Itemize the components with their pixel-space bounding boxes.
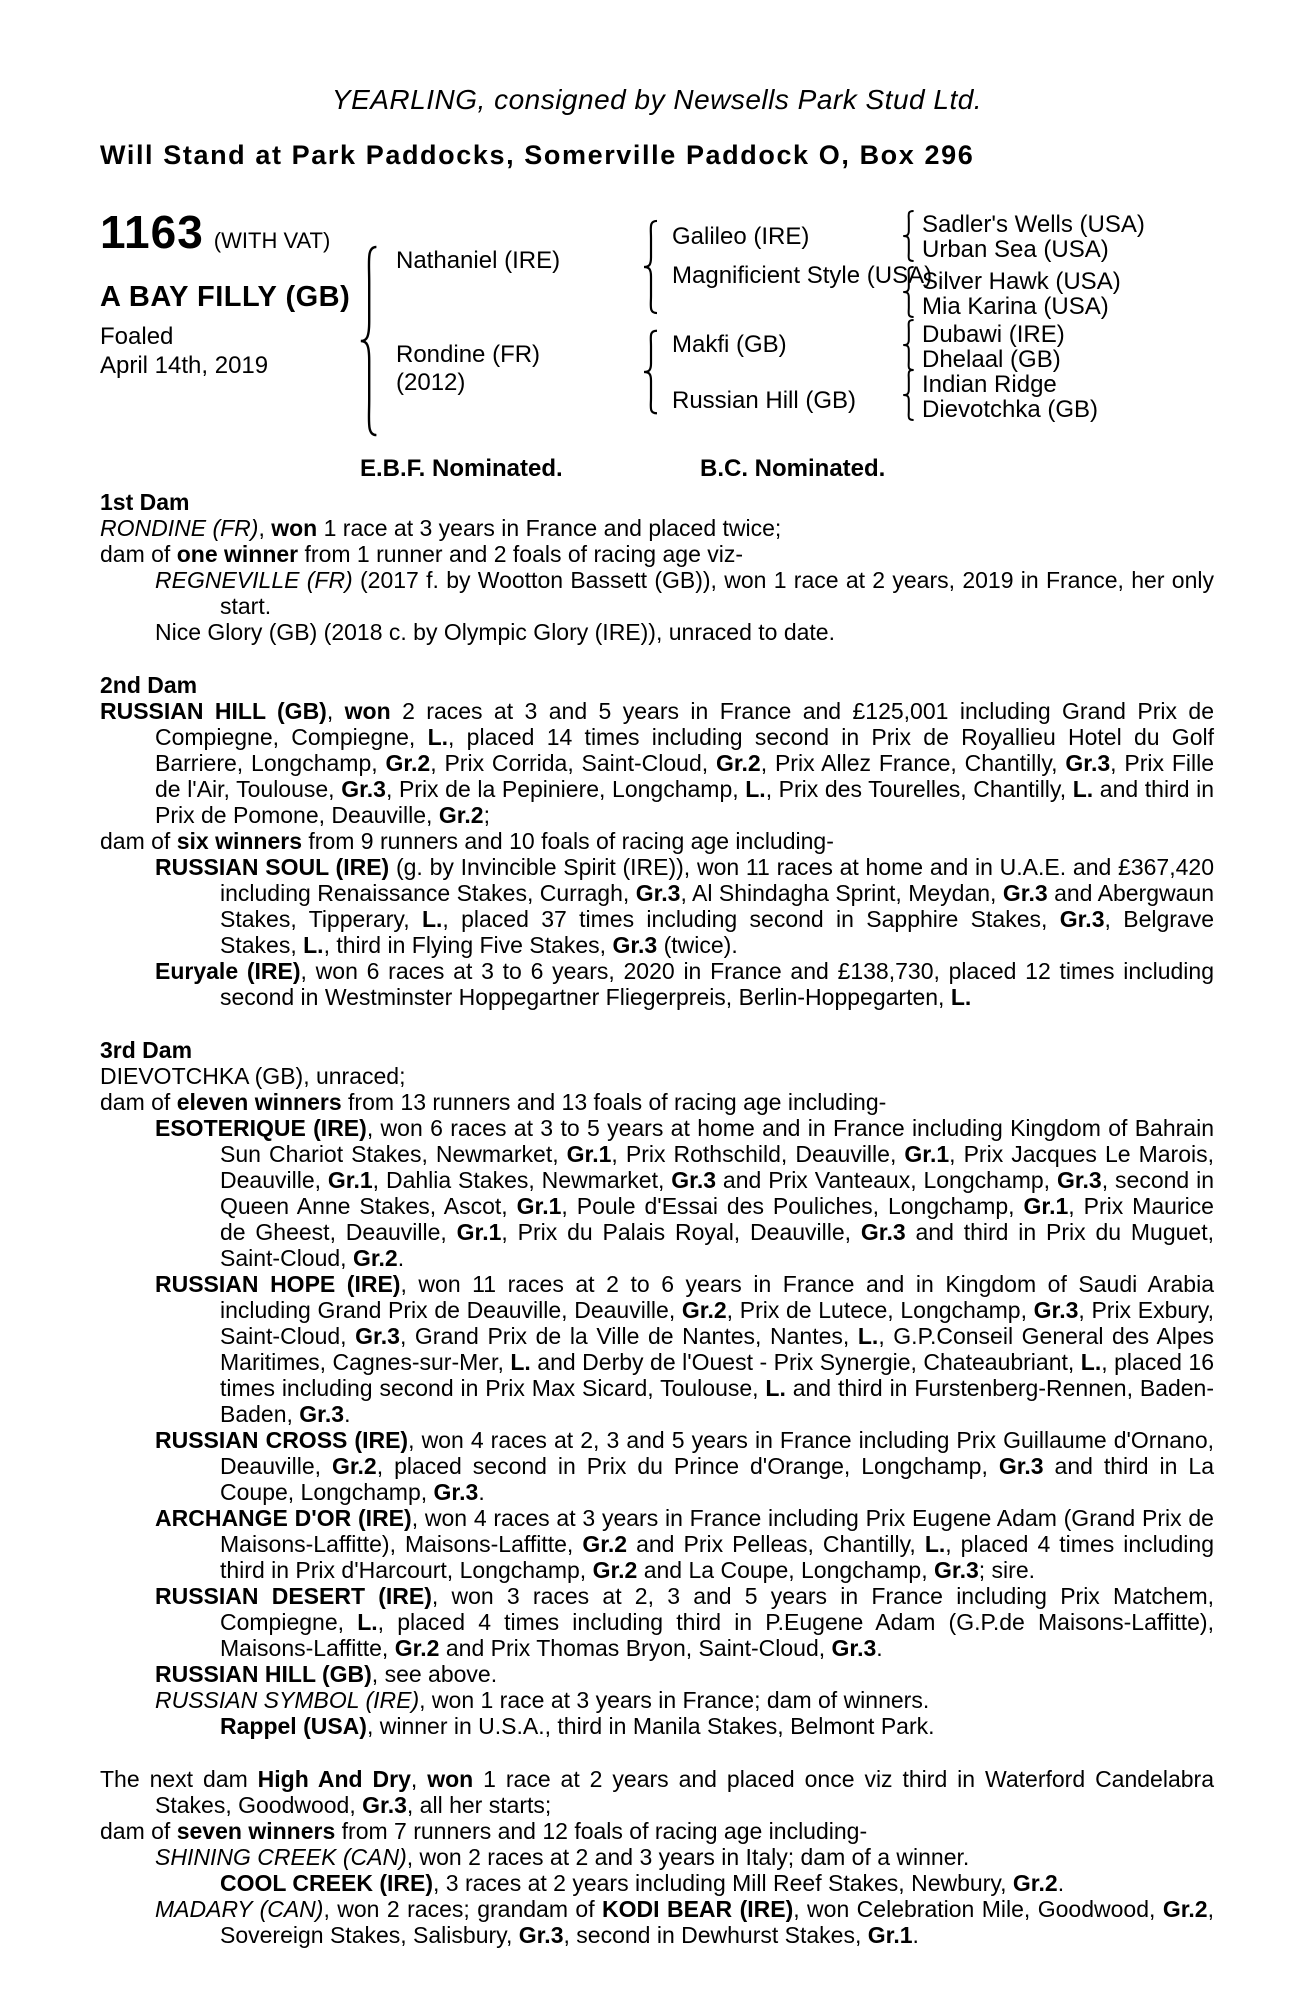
progeny-paragraph: REGNEVILLE (FR) (2017 f. by Wootton Bassett (GB)), won 1 race at 2 years, 2019 in France, her only start. [155, 567, 1214, 619]
dam-paragraph: dam of six winners from 9 runners and 10 foals of racing age including- [100, 828, 834, 854]
lot-line [100, 205, 330, 259]
dam-paragraph: dam of one winner from 1 runner and 2 foals of racing age viz- [100, 541, 744, 567]
section-heading: 3rd Dam [100, 1037, 193, 1063]
pedigree-gen3-name: Sadler's Wells (USA) [922, 211, 1145, 238]
dam-paragraph: RUSSIAN HILL (GB), won 2 races at 3 and 5 years in France and £125,001 including Grand Prix de Compiegne, Compiegne, L., placed 14 times including second in Prix de Royallieu Hotel du Golf Barriere, Longchamp, Gr.2, Prix Corrida, Saint-Cloud, Gr.2, Prix Allez France, Chantilly, Gr.3, Prix Fille de l'Air, Toulouse, Gr.3, Prix de la Pepiniere, Longchamp, L., Prix des Tourelles, Chantilly, L. and third in Prix de Pomone, Deauville, Gr.2; [100, 698, 1215, 828]
ebf-nomination: E.B.F. Nominated. [360, 455, 563, 482]
pedigree-dam: Rondine (FR) (2012) [396, 341, 541, 396]
foaled-date: April 14th, 2019 [100, 352, 269, 379]
pedigree-brace-g3-1 [900, 210, 916, 262]
section-heading: 2nd Dam [100, 672, 198, 698]
progeny-paragraph: RUSSIAN SOUL (IRE) (g. by Invincible Spirit (IRE)), won 11 races at home and in U.A.E. and £367,420 including Renaissance Stakes, Curragh, Gr.3, Al Shindagha Sprint, Meydan, Gr.3 and Abergwaun Stakes, Tipperary, L., placed 37 times including second in Sapphire Stakes, Gr.3, Belgrave Stakes, L., third in Flying Five Stakes, Gr.3 (twice). [155, 854, 1215, 958]
pedigree-gen3-name: Dievotchka (GB) [922, 396, 1099, 423]
pedigree-brace-g3-2 [900, 266, 916, 318]
section-1st-dam [100, 489, 1214, 645]
pedigree-sire-sire: Galileo (IRE) [672, 223, 810, 250]
progeny-paragraph: Nice Glory (GB) (2018 c. by Olympic Glory (IRE)), unraced to date. [155, 619, 835, 645]
pedigree-brace-g3-4 [900, 369, 916, 421]
section-next-dam [100, 1766, 1214, 1948]
lot-number: 1163 [100, 206, 204, 258]
pedigree-gen3-name: Silver Hawk (USA) [922, 268, 1121, 295]
grand-progeny-paragraph: Rappel (USA), winner in U.S.A., third in Manila Stakes, Belmont Park. [220, 1713, 935, 1739]
pedigree-brace-gen1 [356, 243, 380, 439]
section-2nd-dam [100, 672, 1214, 1010]
foaled-label: Foaled [100, 323, 174, 350]
dam-paragraph: dam of seven winners from 7 runners and 12 foals of racing age including- [100, 1818, 868, 1844]
pedigree-dam-dam: Russian Hill (GB) [672, 387, 857, 414]
progeny-paragraph: RUSSIAN DESERT (IRE), won 3 races at 2, 3 and 5 years in France including Prix Matchem, Compiegne, L., placed 4 times including third in P.Eugene Adam (G.P.de Maisons-Laffitte), Maisons-Laffitte, Gr.2 and Prix Thomas Bryon, Saint-Cloud, Gr.3. [155, 1583, 1214, 1661]
dam-paragraph: RONDINE (FR), won 1 race at 3 years in France and placed twice; [100, 515, 782, 541]
progeny-paragraph: ESOTERIQUE (IRE), won 6 races at 3 to 5 years at home and in France including Kingdom of Bahrain Sun Chariot Stakes, Newmarket, Gr.1, Prix Rothschild, Deauville, Gr.1, Prix Jacques Le Marois, Deauville, Gr.1, Dahlia Stakes, Newmarket, Gr.3 and Prix Vanteaux, Longchamp, Gr.3, second in Queen Anne Stakes, Ascot, Gr.1, Poule d'Essai des Pouliches, Longchamp, Gr.1, Prix Maurice de Gheest, Deauville, Gr.1, Prix du Palais Royal, Deauville, Gr.3 and third in Prix du Muguet, Saint-Cloud, Gr.2. [155, 1115, 1214, 1271]
pedigree-dam-sire: Makfi (GB) [672, 331, 787, 358]
pedigree-sire: Nathaniel (IRE) [396, 247, 561, 274]
pedigree-brace-sire [640, 219, 660, 315]
horse-name: A BAY FILLY (GB) [100, 281, 351, 313]
pedigree-brace-g3-3 [900, 319, 916, 371]
pedigree-gen3-name: Indian Ridge [922, 371, 1057, 398]
consignment-title: YEARLING, consigned by Newsells Park Stud Ltd. [331, 84, 983, 115]
section-heading: 1st Dam [100, 489, 190, 515]
progeny-paragraph: RUSSIAN HOPE (IRE), won 11 races at 2 to 6 years in France and in Kingdom of Saudi Arabia including Grand Prix de Deauville, Deauville, Gr.2, Prix de Lutece, Longchamp, Gr.3, Prix Exbury, Saint-Cloud, Gr.3, Grand Prix de la Ville de Nantes, Nantes, L., G.P.Conseil General des Alpes Maritimes, Cagnes-sur-Mer, L. and Derby de l'Ouest - Prix Synergie, Chateaubriant, L., placed 16 times including second in Prix Max Sicard, Toulouse, L. and third in Furstenberg-Rennen, Baden-Baden, Gr.3. [155, 1271, 1215, 1427]
progeny-paragraph: MADARY (CAN), won 2 races; grandam of KODI BEAR (IRE), won Celebration Mile, Goodwood, Gr.2, Sovereign Stakes, Salisbury, Gr.3, second in Dewhurst Stakes, Gr.1. [155, 1896, 1214, 1948]
grand-progeny-paragraph: COOL CREEK (IRE), 3 races at 2 years including Mill Reef Stakes, Newbury, Gr.2. [220, 1870, 1065, 1896]
section-3rd-dam [100, 1037, 1214, 1739]
progeny-paragraph: RUSSIAN CROSS (IRE), won 4 races at 2, 3 and 5 years in France including Prix Guillaume d'Ornano, Deauville, Gr.2, placed second in Prix du Prince d'Orange, Longchamp, Gr.3 and third in La Coupe, Longchamp, Gr.3. [155, 1427, 1215, 1505]
vat-note: (WITH VAT) [213, 228, 331, 253]
progeny-paragraph: ARCHANGE D'OR (IRE), won 4 races at 3 years in France including Prix Eugene Adam (Grand Prix de Maisons-Laffitte), Maisons-Laffitte, Gr.2 and Prix Pelleas, Chantilly, L., placed 4 times including third in Prix d'Harcourt, Longchamp, Gr.2 and La Coupe, Longchamp, Gr.3; sire. [155, 1505, 1214, 1583]
progeny-paragraph: RUSSIAN HILL (GB), see above. [155, 1661, 498, 1687]
pedigree-sire-dam: Magnificient Style (USA) [672, 262, 933, 289]
dam-paragraph: dam of eleven winners from 13 runners and 13 foals of racing age including- [100, 1089, 887, 1115]
pedigree-brace-dam [640, 329, 660, 415]
progeny-paragraph: SHINING CREEK (CAN), won 2 races at 2 and 3 years in Italy; dam of a winner. [155, 1844, 970, 1870]
progeny-paragraph: Euryale (IRE), won 6 races at 3 to 6 years, 2020 in France and £138,730, placed 12 times including second in Westminster Hoppegartner Fliegerpreis, Berlin-Hoppegarten, L. [155, 958, 1214, 1010]
stand-location: Will Stand at Park Paddocks, Somerville Paddock O, Box 296 [100, 140, 975, 170]
pedigree-gen3-name: Urban Sea (USA) [922, 236, 1109, 263]
dam-paragraph: DIEVOTCHKA (GB), unraced; [100, 1063, 406, 1089]
pedigree-body [100, 489, 1214, 1948]
bc-nomination: B.C. Nominated. [700, 455, 886, 482]
pedigree-gen3-name: Dhelaal (GB) [922, 346, 1061, 373]
progeny-paragraph: RUSSIAN SYMBOL (IRE), won 1 race at 3 years in France; dam of winners. [155, 1687, 930, 1713]
nominations-line [100, 455, 1214, 485]
pedigree-gen3-name: Dubawi (IRE) [922, 321, 1065, 348]
pedigree-gen3-name: Mia Karina (USA) [922, 293, 1109, 320]
pedigree-table [100, 203, 1214, 453]
dam-paragraph: The next dam High And Dry, won 1 race at 2 years and placed once viz third in Waterford Candelabra Stakes, Goodwood, Gr.3, all her starts; [100, 1766, 1214, 1818]
